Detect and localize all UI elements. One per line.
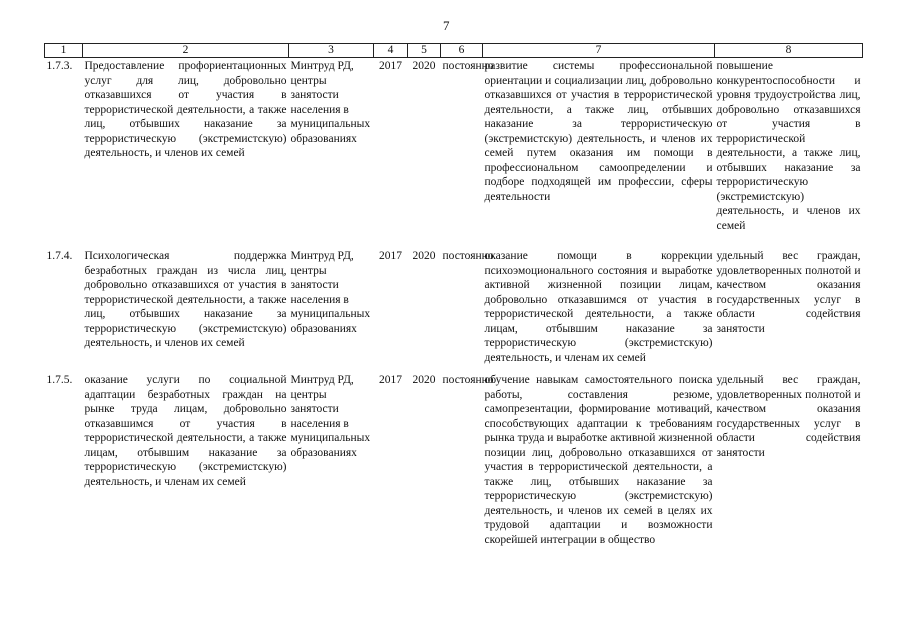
item-number: 1.7.3. bbox=[46, 60, 73, 72]
executor: Минтруд РД, центры занятости населения в муниципальных образованиях bbox=[290, 250, 371, 335]
column-header-7: 7 bbox=[483, 44, 715, 58]
column-header-5: 5 bbox=[408, 44, 441, 58]
executor: Минтруд РД, центры занятости населения в муниципальных образованиях bbox=[290, 374, 371, 459]
term: постоянно bbox=[442, 374, 494, 386]
expected-result: удельный вес граждан, удовлетворенных полнотой и качеством оказания государственных услуг в области содействия занятости bbox=[716, 250, 861, 335]
column-header-2: 2 bbox=[83, 44, 289, 58]
column-header-1: 1 bbox=[45, 44, 83, 58]
row-spacer bbox=[45, 365, 863, 373]
table-row-1-7-5 bbox=[45, 373, 863, 547]
term: постоянно bbox=[442, 60, 494, 72]
end-year: 2020 bbox=[412, 250, 436, 262]
term: постоянно bbox=[442, 250, 494, 262]
measure-content: оказание помощи в коррекции психоэмоционального состояния и выработке активной жизненной позиции лицам, добровольно отказавшимся от участия в террористической деятельности, а также лицам, отбывшим наказание за террористическую (экстремистскую) деятельность, и членам их семей bbox=[484, 250, 713, 364]
end-year: 2020 bbox=[412, 374, 436, 386]
measure-name: Предоставление профориентационных услуг для лиц, добровольно отказавшихся от участия в террористической деятельности, а также лиц, отбывших наказание за террористическую (экстремистскую) деятельность, и членов их семей bbox=[84, 60, 287, 159]
column-header-4: 4 bbox=[374, 44, 408, 58]
table-row-1-7-3 bbox=[45, 58, 863, 234]
measure-name: Психологическая поддержка безработных граждан из числа лиц, добровольно отказавшихся от участия в террористической деятельности, а также лиц, отбывших наказание за террористическую (экстремистскую) деятельность, и членов их семей bbox=[84, 250, 287, 349]
item-number: 1.7.5. bbox=[46, 374, 73, 386]
column-header-6: 6 bbox=[441, 44, 483, 58]
start-year: 2017 bbox=[379, 250, 402, 262]
expected-result: удельный вес граждан, удовлетворенных полнотой и качеством оказания государственных услуг в области содействия занятости bbox=[716, 374, 861, 459]
start-year: 2017 bbox=[379, 60, 402, 72]
table-row-1-7-4 bbox=[45, 249, 863, 365]
start-year: 2017 bbox=[379, 374, 402, 386]
end-year: 2020 bbox=[412, 60, 436, 72]
page-number: 7 bbox=[443, 18, 450, 33]
column-number-header-row bbox=[45, 44, 863, 58]
measure-name: оказание услуги по социальной адаптации безработных граждан на рынке труда лицам, добровольно отказавшимся от участия в террористической деятельности, а также лицам, отбывшим наказание за террористическую (экстремистскую) деятельность, и членам их семей bbox=[84, 374, 287, 488]
measure-content: обучение навыкам самостоятельного поиска работы, составления резюме, самопрезентации, формирование мотиваций, способствующих адаптации к требованиям рынка труда и выработке активной жизненной позиции лиц, добровольно отказавшихся от участия в террористической деятельности, а также лиц, отбывших наказание за террористическую (экстремистскую) деятельность, и членов их семей в целях их трудовой адаптации и возможности скорейшей интеграции в общество bbox=[484, 374, 713, 546]
column-header-8: 8 bbox=[715, 44, 863, 58]
measure-content: развитие системы профессиональной ориентации и социализации лиц, добровольно отказавшихся от участия в террористической деятельности, а также лиц, отбывших наказание за террористическую (экстремистскую) деятельность, и членов их семей путем оказания им помощи в профессиональном самоопределении и подборе подходящей им профессии, сферы деятельности bbox=[484, 60, 713, 203]
row-spacer bbox=[45, 233, 863, 249]
executor: Минтруд РД, центры занятости населения в муниципальных образованиях bbox=[290, 60, 371, 145]
column-header-3: 3 bbox=[289, 44, 374, 58]
expected-result: повышение конкурентоспособности и уровня трудоустройства лиц, добровольно отказавшихся от участия в террористической деятельности, а также лиц, отбывших наказание за террористическую (экстремистскую) деятельность, и членов их семей bbox=[716, 60, 861, 232]
program-measures-table bbox=[44, 43, 863, 547]
item-number: 1.7.4. bbox=[46, 250, 73, 262]
